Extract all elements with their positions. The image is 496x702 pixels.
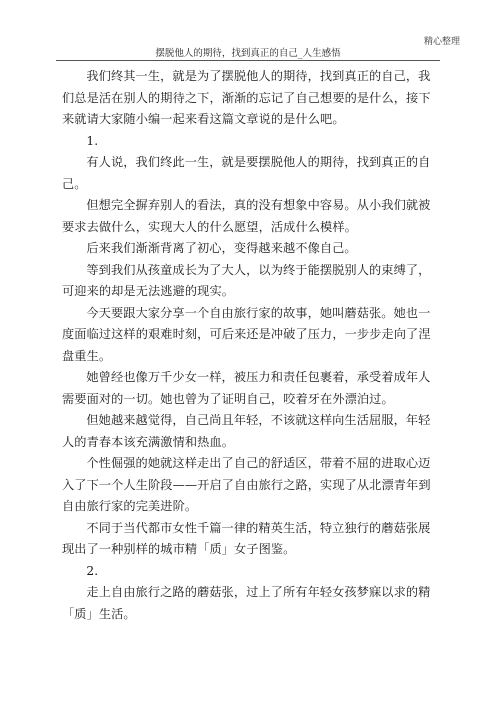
document-corner-label: 精心整理 <box>423 37 460 47</box>
paragraph: 但想完全摒弃别人的看法，真的没有想象中容易。从小我们就被要求去做什么，实现大人的什么愿望，活成什么模样。 <box>62 198 431 234</box>
paragraph: 我们终其一生，就是为了摆脱他人的期待，找到真正的自己，我们总是活在别人的期待之下，渐渐的忘记了自己想要的是什么，接下来就请大家随小编一起来看这篇文章说的是什么吧。 <box>62 69 431 126</box>
paragraph: 不同于当代都市女性千篇一律的精英生活，特立独行的蘑菇张展现出了一种别样的城市精「质」女子图鉴。 <box>62 520 431 556</box>
paragraph: 个性倔强的她就这样走出了自己的舒适区，带着不屈的进取心迈入了下一个人生阶段——开启了自由旅行之路，实现了从北漂青年到自由旅行家的完美进阶。 <box>62 456 431 513</box>
article-body <box>62 66 438 625</box>
page-header-title: 摆脱他人的期待，找到真正的自己_人生感悟 <box>155 48 341 59</box>
paragraph: 但她越来越觉得，自己尚且年轻，不该就这样向生活屈服，年轻人的青春本该充满激情和热血。 <box>62 413 431 449</box>
paragraph: 走上自由旅行之路的蘑菇张，过上了所有年轻女孩梦寐以求的精「质」生活。 <box>62 585 431 621</box>
section-number: 2. <box>86 563 99 578</box>
paragraph: 有人说，我们终此一生，就是要摆脱他人的期待，找到真正的自己。 <box>62 155 431 191</box>
paragraph: 等到我们从孩童成长为了大人，以为终于能摆脱别人的束缚了，可迎来的却是无法逃避的现实。 <box>62 262 431 298</box>
paragraph: 后来我们渐渐背离了初心，变得越来越不像自己。 <box>86 241 357 255</box>
section-number: 1. <box>86 133 99 148</box>
paragraph: 今天要跟大家分享一个自由旅行家的故事，她叫蘑菇张。她也一度面临过这样的艰难时刻，可后来还是冲破了压力，一步步走向了涅盘重生。 <box>62 305 431 363</box>
header-divider <box>56 60 440 61</box>
paragraph: 她曾经也像万千少女一样，被压力和责任包裹着，承受着成年人需要面对的一切。她也曾为了证明自己，咬着牙在外漂泊过。 <box>62 370 431 406</box>
